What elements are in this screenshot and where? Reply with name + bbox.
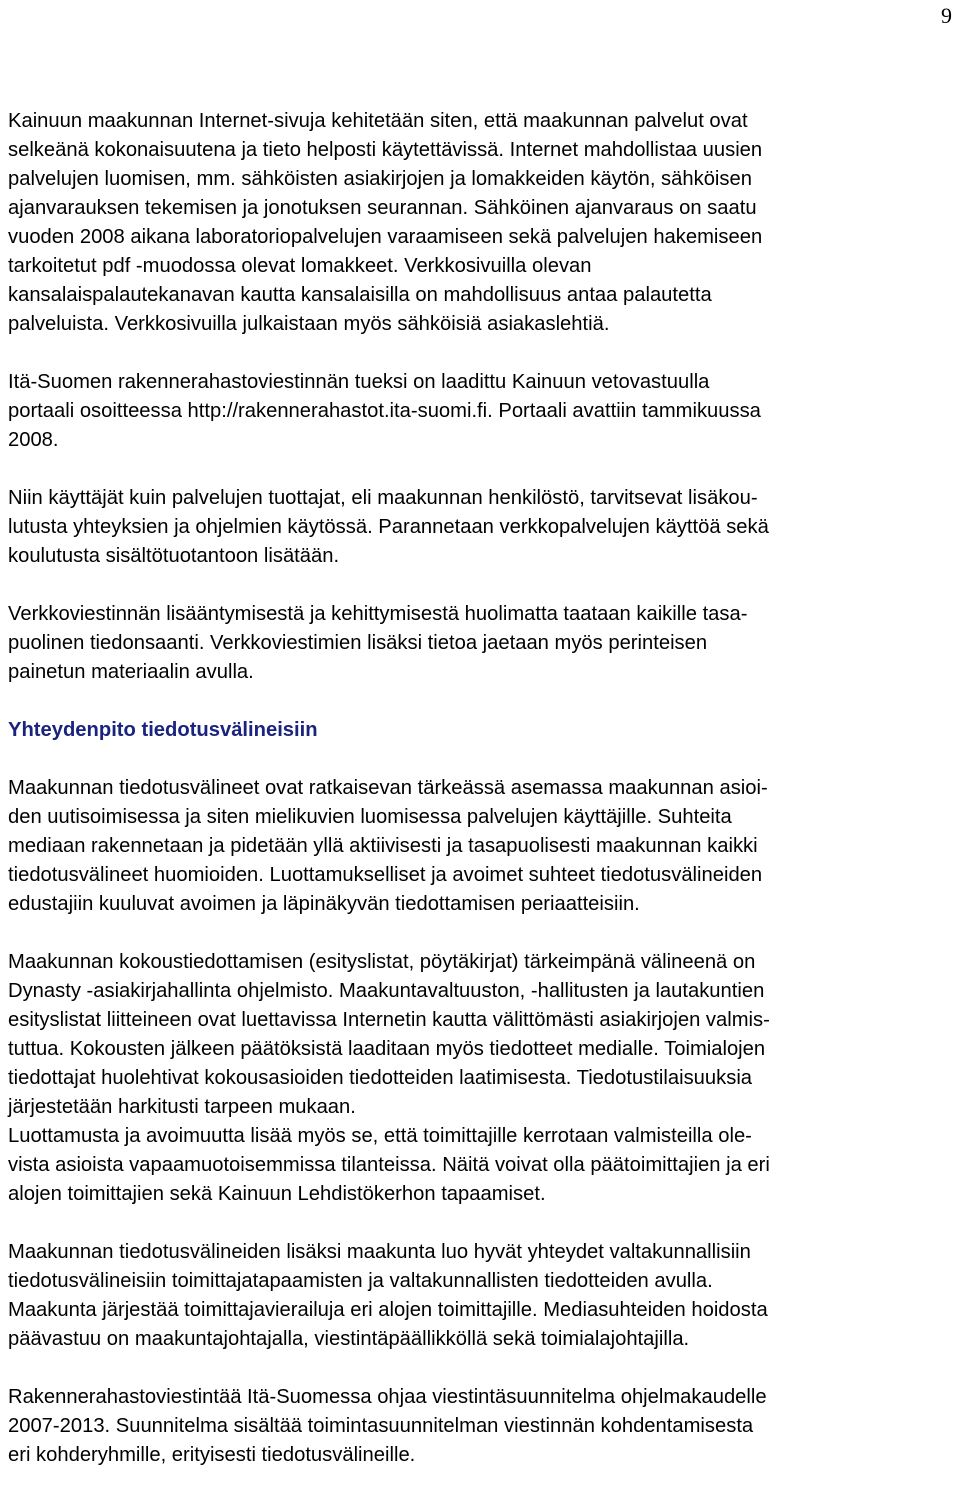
page-number: 9 [941, 3, 952, 28]
paragraph-meeting-communication: Maakunnan kokoustiedottamisen (esityslistat, pöytäkirjat) tärkeimpänä välineenä on Dynasty -asiakirjahallinta ohjelmisto. Maakuntavaltuuston, -hallitusten ja lautakuntien esityslistat liitteineen ovat luettavissa Internetin kautta välittömästi asiakirjojen valmis- tuttua. Kokousten jälkeen päätöksistä laaditaan myös tiedotteet medialle. Toimialojen tiedottajat huolehtivat kokousasioiden tiedotteiden laatimisesta. Tiedotustilaisuuksia järjestetään harkitusti tarpeen mukaan. [8, 951, 770, 1118]
paragraph-portal: Itä-Suomen rakennerahastoviestinnän tueksi on laadittu Kainuun vetovastuulla portaali osoitteessa http://rakennerahastot.ita-suomi.fi. Portaali avattiin tammikuussa 2008. [8, 371, 761, 451]
paragraph-media-relations: Maakunnan tiedotusvälineet ovat ratkaisevan tärkeässä asemassa maakunnan asioi- den uutisoimisessa ja siten mielikuvien luomisessa palvelujen käyttäjille. Suhteita mediaan rakennetaan ja pidetään yllä aktiivisesti ja tasapuolisesti maakunnan kaikki tiedotusvälineet huomioiden. Luottamukselliset ja avoimet suhteet tiedotusvälineiden edustajiin kuuluvat avoimen ja läpinäkyvän tiedottamisen periaatteisiin. [8, 777, 768, 915]
paragraph-communication-plan: Rakennerahastoviestintää Itä-Suomessa ohjaa viestintäsuunnitelma ohjelmakaudelle 2007-2013. Suunnitelma sisältää toimintasuunnitelman viestinnän kohdentamisesta eri kohderyhmille, erityisesti tiedotusvälineille. [8, 1386, 767, 1466]
section-heading: Yhteydenpito tiedotusvälineisiin [8, 719, 318, 741]
paragraph-trust-openness: Luottamusta ja avoimuutta lisää myös se, että toimittajille kerrotaan valmisteilla ole- vista asioista vapaamuotoisemmissa tilanteissa. Näitä voivat olla päätoimittajien ja eri alojen toimittajien sekä Kainuun Lehdistökerhon tapaamiset. [8, 1125, 770, 1205]
paragraph-internet-pages: Kainuun maakunnan Internet-sivuja kehitetään siten, että maakunnan palvelut ovat selkeänä kokonaisuutena ja tieto helposti käytettävissä. Internet mahdollistaa uusien palvelujen luomisen, mm. sähköisten asiakirjojen ja lomakkeiden käytön, sähköisen ajanvarauksen tekemisen ja jonotuksen seurannan. Sähköinen ajanvaraus on saatu vuoden 2008 aikana laboratoriopalvelujen varaamiseen sekä palvelujen hakemiseen tarkoitetut pdf -muodossa olevat lomakkeet. Verkkosivuilla olevan kansalaispalautekanavan kautta kansalaisilla on mahdollisuus antaa palautetta palveluista. Verkkosivuilla julkaistaan myös sähköisiä asiakaslehtiä. [8, 110, 763, 335]
paragraph-training: Niin käyttäjät kuin palvelujen tuottajat, eli maakunnan henkilöstö, tarvitsevat lisäkou- lutusta yhteyksien ja ohjelmien käytössä. Parannetaan verkkopalvelujen käyttöä sekä koulutusta sisältötuotantoon lisätään. [8, 487, 769, 567]
paragraph-national-media: Maakunnan tiedotusvälineiden lisäksi maakunta luo hyvät yhteydet valtakunnallisiin tiedotusvälineisiin toimittajatapaamisten ja valtakunnallisten tiedotteiden avulla. Maakunta järjestää toimittajavierailuja eri alojen toimittajille. Mediasuhteiden hoidosta päävastuu on maakuntajohtajalla, viestintäpäällikköllä sekä toimialajohtajilla. [8, 1241, 768, 1350]
document-body [8, 107, 958, 1499]
paragraph-equal-access: Verkkoviestinnän lisääntymisestä ja kehittymisestä huolimatta taataan kaikille tasa- puolinen tiedonsaanti. Verkkoviestimien lisäksi tietoa jaetaan myös perinteisen painetun materiaalin avulla. [8, 603, 748, 683]
